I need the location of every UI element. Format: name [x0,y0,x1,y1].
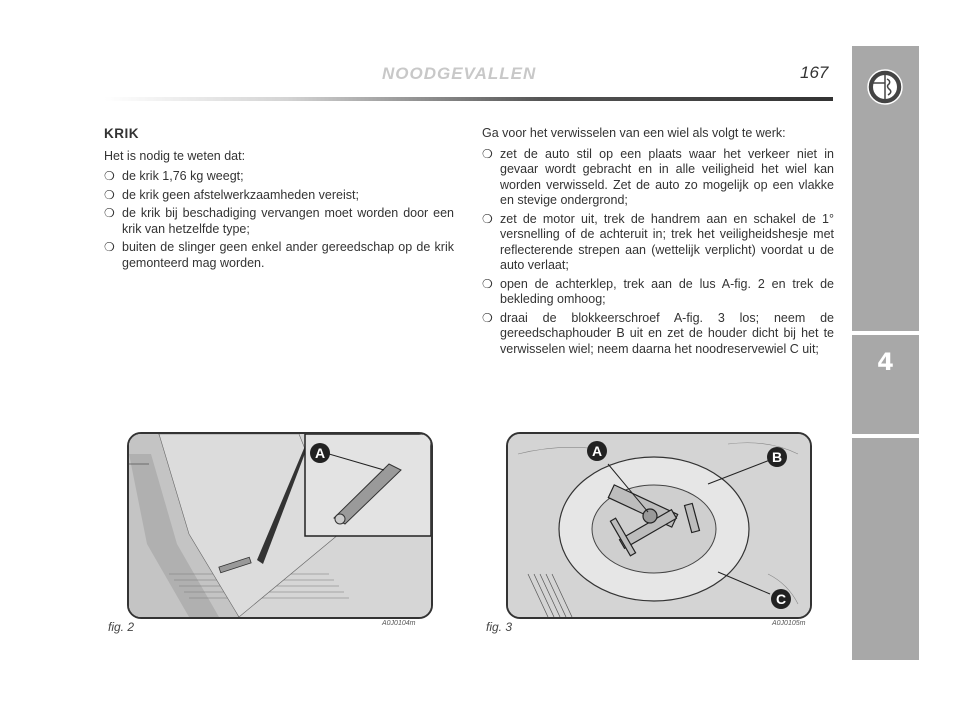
spare-wheel-illustration [508,434,810,617]
svg-text:A: A [314,445,326,461]
section-heading: KRIK [104,126,139,141]
list-item: ❍ zet de motor uit, trek de handrem aan en schakel de 1° versnelling of de achteruit in; trek het veiligheidshesje met reflecterende strepen aan (wettelijk verplicht) voordat u de auto verlaat; [482,211,834,272]
header-rule [104,97,833,101]
left-intro-text: Het is nodig te weten dat: [104,148,246,163]
figure-spare-wheel [506,432,812,619]
bullet-marker-icon: ❍ [104,187,115,202]
chapter-number: 4 [877,348,894,376]
page-number: 167 [800,63,829,82]
bullet-marker-icon: ❍ [104,169,115,183]
figure-code: A0J0105m [772,620,806,627]
list-item: ❍ de krik bij beschadiging vervangen moet worden door een krik van hetzelfde type; [104,206,454,236]
alfa-romeo-logo-icon [866,68,904,106]
right-bullet-list [482,147,834,358]
list-item: ❍ buiten de slinger geen enkel ander gereedschap op de krik gemonteerd mag worden. [104,240,454,270]
bullet-marker-icon: ❍ [104,240,115,254]
section-title: NOODGEVALLEN [382,64,537,83]
callout-a-icon [586,440,608,462]
side-tab-bottom-block [852,438,919,660]
svg-text:C: C [775,591,787,607]
list-item: ❍ draai de blokkeerschroef A-fig. 3 los; neem de gereedschaphouder B uit en zet de houder dicht bij het te verwisselen wiel; neem daarna het noodreservewiel C uit; [482,310,834,356]
bullet-marker-icon: ❍ [482,211,493,226]
figure-caption: fig. 2 [108,620,135,634]
list-item: ❍ de krik 1,76 kg weegt; [104,169,244,183]
figure-caption: fig. 3 [486,620,513,634]
callout-c-icon [770,588,792,610]
right-text-column [482,126,834,360]
bullet-marker-icon: ❍ [482,310,493,325]
figure-code: A0J0104m [382,620,416,627]
left-text-column [104,126,454,274]
svg-text:A: A [591,443,603,459]
right-intro-text: Ga voor het verwisselen van een wiel als volgt te werk: [482,126,786,140]
bullet-marker-icon: ❍ [104,206,115,220]
callout-b-icon [766,446,788,468]
chapter-side-tab [852,46,919,660]
list-item: ❍ de krik geen afstelwerkzaamheden vereist; [104,187,359,202]
callout-a-leader [329,452,389,472]
svg-text:B: B [771,449,783,465]
callout-a-icon [309,442,331,464]
bullet-marker-icon: ❍ [482,146,493,161]
bullet-marker-icon: ❍ [482,276,493,291]
figure-trunk-loop [127,432,433,619]
list-item: ❍ zet de auto stil op een plaats waar het verkeer niet in gevaar wordt gebracht en in alle veiligheid het wiel kan worden verwisseld. Zet de auto zo mogelijk op een vlakke en stevige ondergrond; [482,146,834,207]
list-item: ❍ open de achterklep, trek aan de lus A-fig. 2 en trek de bekleding omhoog; [482,276,834,306]
left-bullet-list [104,169,454,271]
